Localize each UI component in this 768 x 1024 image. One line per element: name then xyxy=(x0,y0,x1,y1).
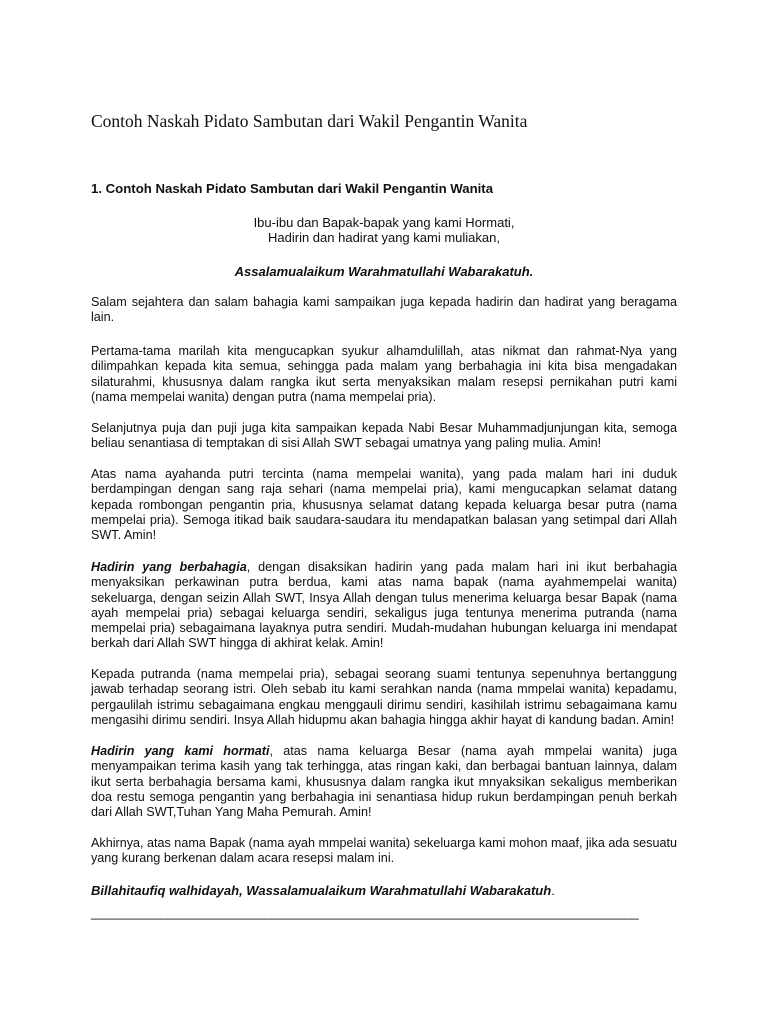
greeting-block xyxy=(91,215,677,245)
paragraph-7 xyxy=(91,744,677,820)
section-heading: 1. Contoh Naskah Pidato Sambutan dari Wakil Pengantin Wanita xyxy=(91,181,494,196)
greeting-line-2: Hadirin dan hadirat yang kami muliakan, xyxy=(268,230,500,245)
closing-salam xyxy=(91,883,555,898)
closing-text: Billahitaufiq walhidayah, Wassalamualaikum Warahmatullahi Wabarakatuh xyxy=(91,883,552,898)
paragraph-7-lead: Hadirin yang kami hormati xyxy=(91,744,270,758)
paragraph-7-body: , atas nama keluarga Besar (nama ayah mmpelai wanita) juga menyampaikan terima kasih yang tak terhingga, atas ringan kaki, dan berbagai bantuan lainnya, dalam ikut serta berbahagia bersama kami, khususnya dalam rangka ikut mnyaksikan sekaligus memberikan doa restu semoga pengantin yang berbahagia ini senantiasa hidup rukun berdampingan penuh berkah dari Allah SWT,Tuhan Yang Maha Pemurah. Amin! xyxy=(91,744,677,820)
paragraph-2: Pertama-tama marilah kita mengucapkan syukur alhamdulillah, atas nikmat dan rahmat-Nya yang dilimpahkan kepada kita semua, sehingga pada malam yang berbahagia ini kita bisa mengadakan silaturahmi, khususnya dalam rangka ikut serta menyaksikan malam resepsi pernikahan putri kami (nama mempelai wanita) dengan putra (nama mempelai pria). xyxy=(91,344,677,404)
greeting-line-1: Ibu-ibu dan Bapak-bapak yang kami Hormati, xyxy=(253,215,515,230)
paragraph-8: Akhirnya, atas nama Bapak (nama ayah mmpelai wanita) sekeluarga kami mohon maaf, jika ada sesuatu yang kurang berkenan dalam acara resepsi malam ini. xyxy=(91,836,677,866)
opening-salam: Assalamualaikum Warahmatullahi Wabarakatuh. xyxy=(234,264,534,279)
paragraph-5-body: , dengan disaksikan hadirin yang pada malam hari ini ikut berbahagia menyaksikan perkawinan putra berdua, kami atas nama bapak (nama ayahmempelai wanita) sekeluarga, dengan seizin Allah SWT, Insya Allah dengan tulus menerima keluarga besar Bapak (nama ayah mempelai pria) sebagai keluarga sendiri, sekaligus juga tentunya menerima putranda (nama mempelai pria) sebagaimana layaknya putra sendiri. Mudah-mudahan hubungan keluarga ini mendapat berkah dari Allah SWT hingga di akhirat kelak. Amin! xyxy=(91,560,678,651)
underline-rule: _______________________________________________________________________________ xyxy=(91,905,639,920)
closing-period: . xyxy=(551,883,555,898)
paragraph-1: Salam sejahtera dan salam bahagia kami sampaikan juga kepada hadirin dan hadirat yang beragama lain. xyxy=(91,295,677,325)
paragraph-5 xyxy=(91,560,677,652)
paragraph-6: Kepada putranda (nama mempelai pria), sebagai seorang suami tentunya sepenuhnya bertanggung jawab terhadap seorang istri. Oleh sebab itu kami serahkan nanda (nama mmpelai wanita) kepadamu, pergaulilah istrimu sebagaimana engkau menggauli dirimu sendiri, kasihilah istrimu sebagaimana kamu mengasihi dirimu sendiri. Insya Allah hidupmu akan bahagia hingga akhir hayat di kandung badan. Amin! xyxy=(91,667,677,727)
document-title: Contoh Naskah Pidato Sambutan dari Wakil Pengantin Wanita xyxy=(91,111,528,131)
paragraph-5-lead: Hadirin yang berbahagia xyxy=(91,560,247,574)
paragraph-3: Selanjutnya puja dan puji juga kita sampaikan kepada Nabi Besar Muhammadjunjungan kita, semoga beliau senantiasa di temptakan di sisi Allah SWT sebagai umatnya yang paling mulia. Amin! xyxy=(91,421,677,451)
paragraph-4: Atas nama ayahanda putri tercinta (nama mempelai wanita), yang pada malam hari ini duduk berdampingan dengan sang raja sehari (nama mempelai pria), kami mengucapkan selamat datang kepada rombongan pengantin pria, khususnya selamat datang kepada keluarga besar putra (nama mempelai pria). Semoga itikad baik saudara-saudara itu mendapatkan balasan yang setimpal dari Allah SWT. Amin! xyxy=(91,467,677,543)
